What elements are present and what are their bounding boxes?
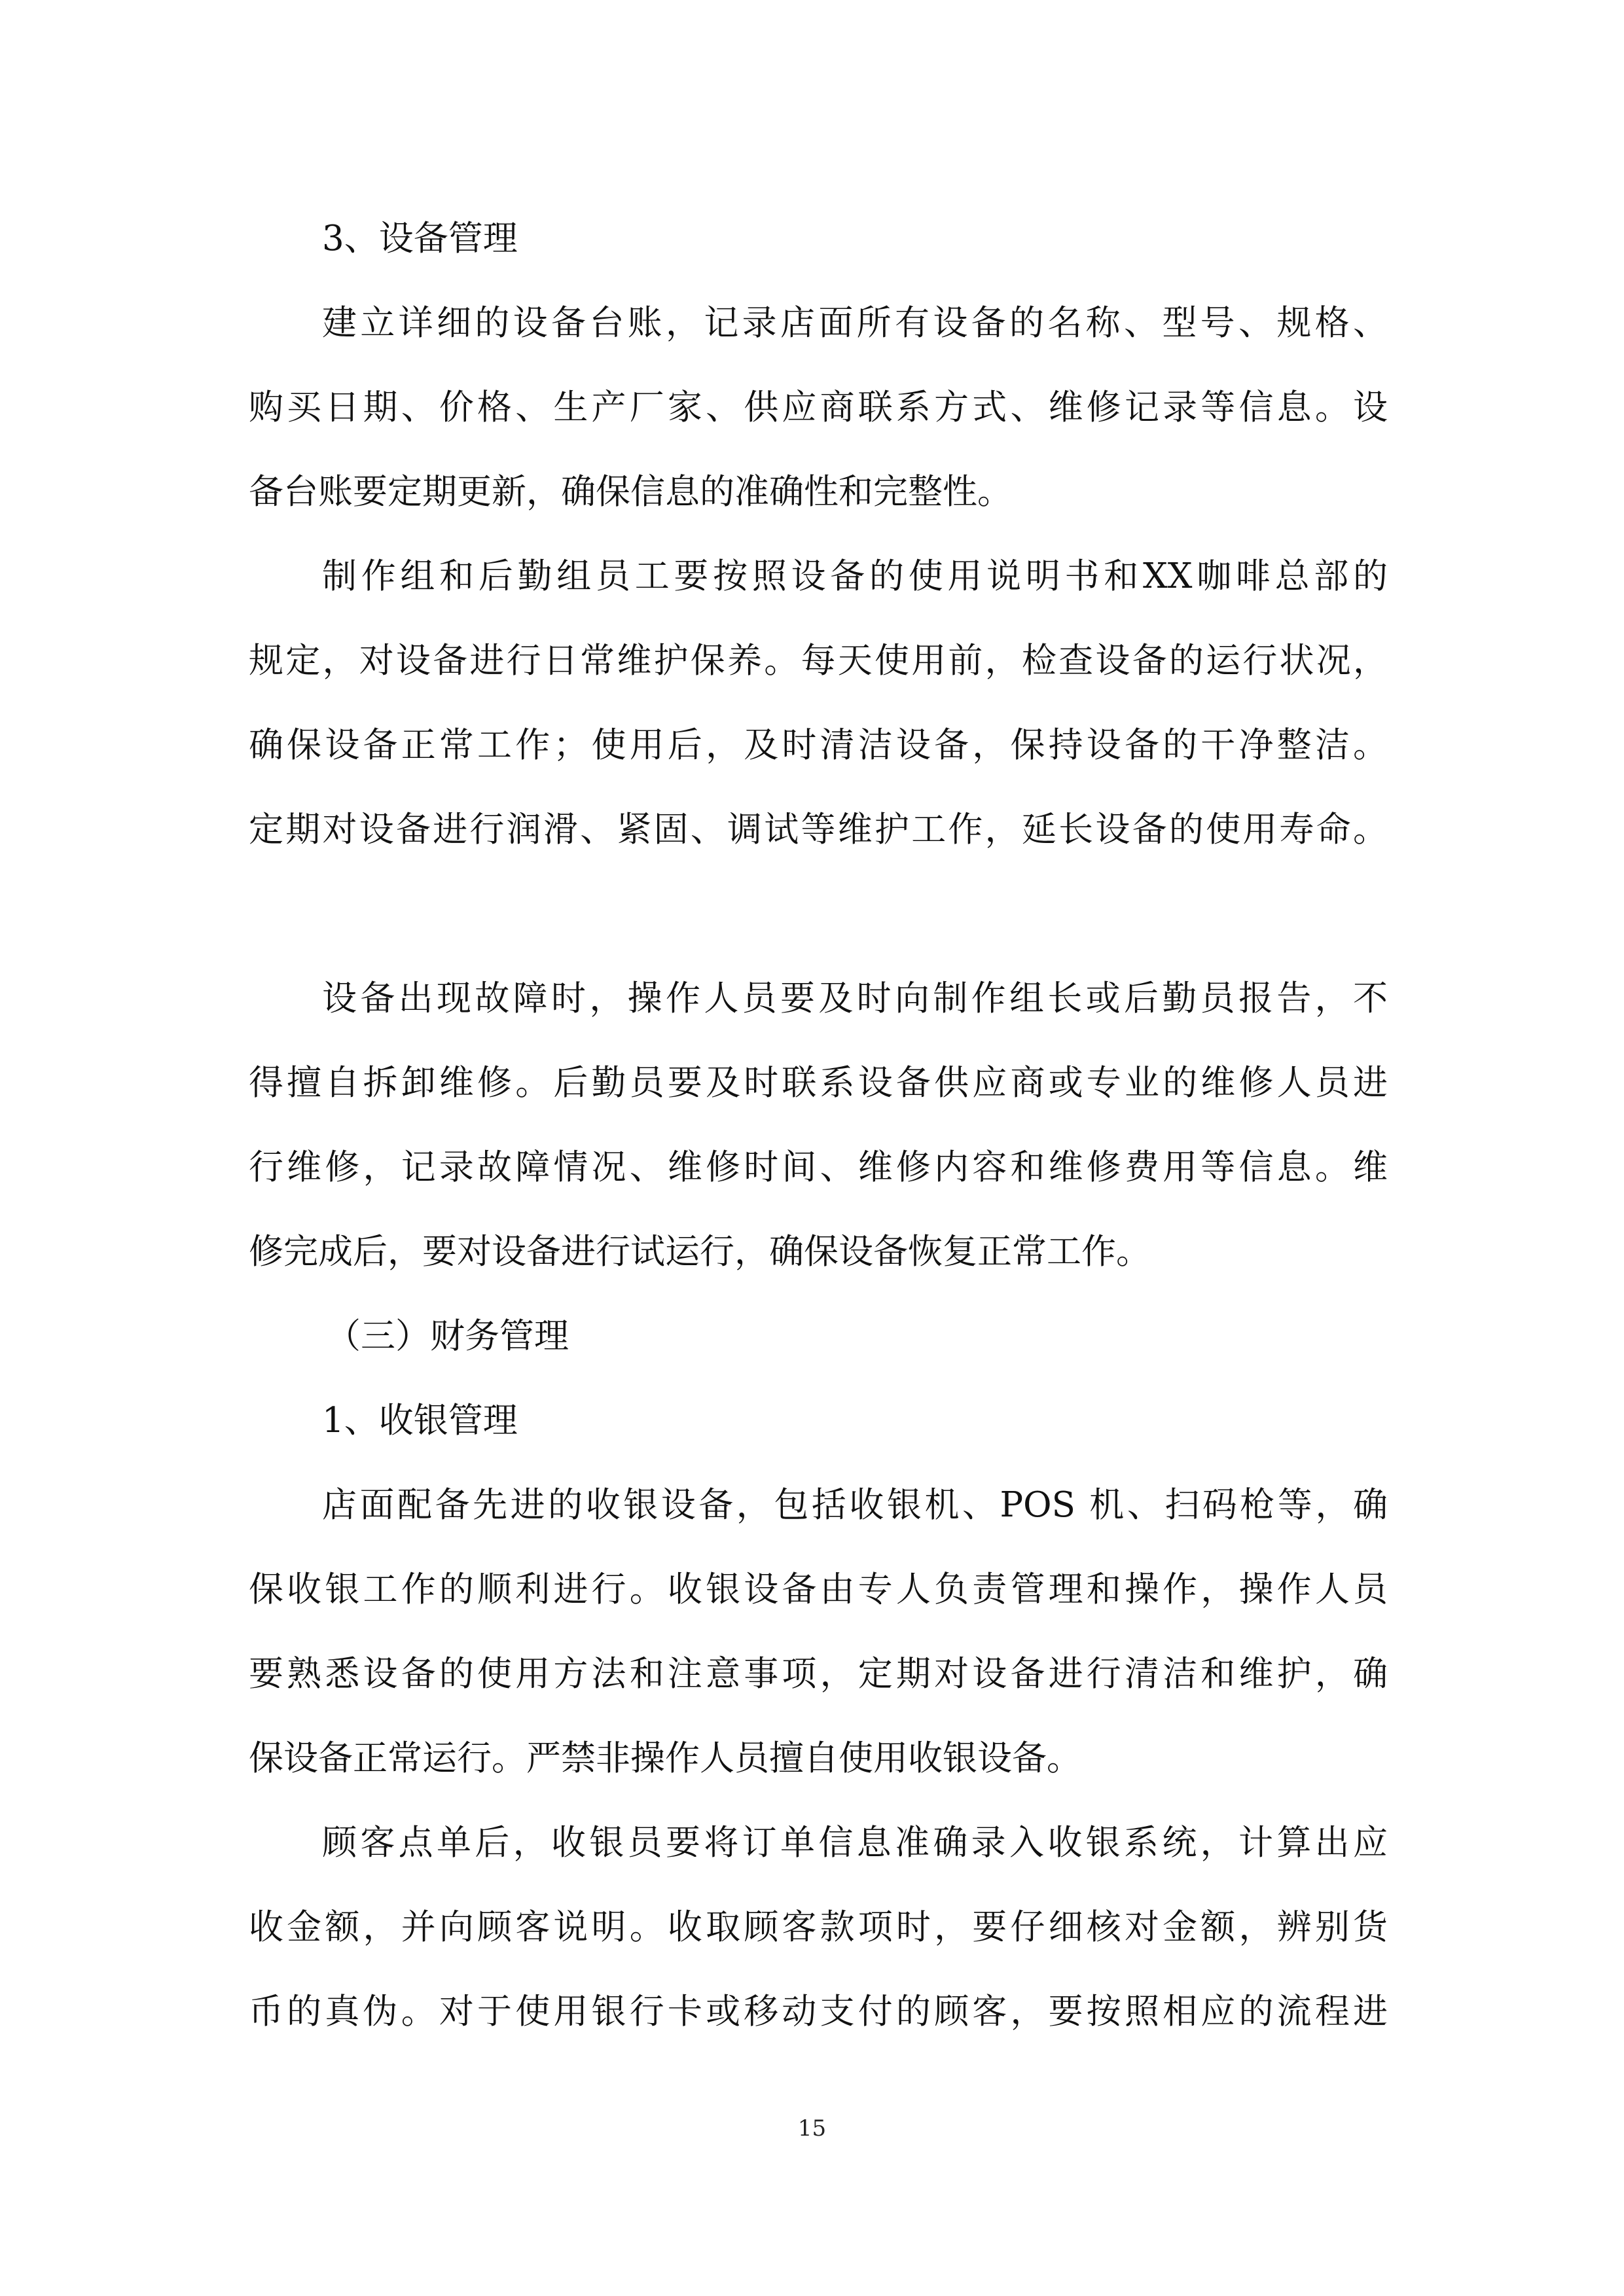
paragraph-equipment-ledger — [249, 281, 1388, 534]
section-heading-cashier: 1、收银管理 — [322, 1401, 518, 1441]
paragraph-line: 备台账要定期更新，确保信息的准确性和完整性。 — [249, 472, 1012, 512]
paragraph-order-payment — [249, 1801, 1388, 2054]
paragraph-fault-repair — [249, 956, 1388, 1294]
paragraph-line: 要熟悉设备的使用方法和注意事项，定期对设备进行清洁和维护，确 — [249, 1654, 1388, 1694]
paragraph-daily-maintenance — [249, 534, 1388, 872]
paragraph-line: 保收银工作的顺利进行。收银设备由专人负责管理和操作，操作人员 — [249, 1570, 1388, 1609]
blank-line — [249, 872, 1388, 956]
paragraph-line: 确保设备正常工作；使用后，及时清洁设备，保持设备的干净整洁。 — [249, 725, 1388, 765]
paragraph-line: 收金额，并向顾客说明。收取顾客款项时，要仔细核对金额，辨别货 — [249, 1907, 1388, 1947]
paragraph-line: 定期对设备进行润滑、紧固、调试等维护工作，延长设备的使用寿命。 — [249, 810, 1388, 850]
paragraph-line: 店面配备先进的收银设备，包括收银机、POS 机、扫码枪等，确 — [322, 1485, 1388, 1525]
paragraph-line: 购买日期、价格、生产厂家、供应商联系方式、维修记录等信息。设 — [249, 387, 1388, 427]
paragraph-line: 币的真伪。对于使用银行卡或移动支付的顾客，要按照相应的流程进 — [249, 1992, 1388, 2032]
paragraph-line: 修完成后，要对设备进行试运行，确保设备恢复正常工作。 — [249, 1232, 1151, 1272]
paragraph-cashier-equipment — [249, 1463, 1388, 1801]
section-heading-finance: （三）财务管理 — [326, 1316, 569, 1356]
paragraph-line: 建立详细的设备台账，记录店面所有设备的名称、型号、规格、 — [322, 303, 1388, 343]
paragraph-line: 设备出现故障时，操作人员要及时向制作组长或后勤员报告，不 — [322, 978, 1388, 1018]
paragraph-line: 得擅自拆卸维修。后勤员要及时联系设备供应商或专业的维修人员进 — [249, 1063, 1388, 1103]
page-body — [249, 196, 1388, 2054]
paragraph-line: 规定，对设备进行日常维护保养。每天使用前，检查设备的运行状况， — [249, 641, 1388, 681]
paragraph-line: 保设备正常运行。严禁非操作人员擅自使用收银设备。 — [249, 1738, 1081, 1778]
paragraph-line: 制作组和后勤组员工要按照设备的使用说明书和XX咖啡总部的 — [322, 556, 1388, 596]
paragraph-line: 行维修，记录故障情况、维修时间、维修内容和维修费用等信息。维 — [249, 1147, 1388, 1187]
page-number: 15 — [797, 2115, 827, 2142]
paragraph-line: 顾客点单后，收银员要将订单信息准确录入收银系统，计算出应 — [322, 1823, 1388, 1863]
section-heading-equipment: 3、设备管理 — [322, 219, 518, 259]
